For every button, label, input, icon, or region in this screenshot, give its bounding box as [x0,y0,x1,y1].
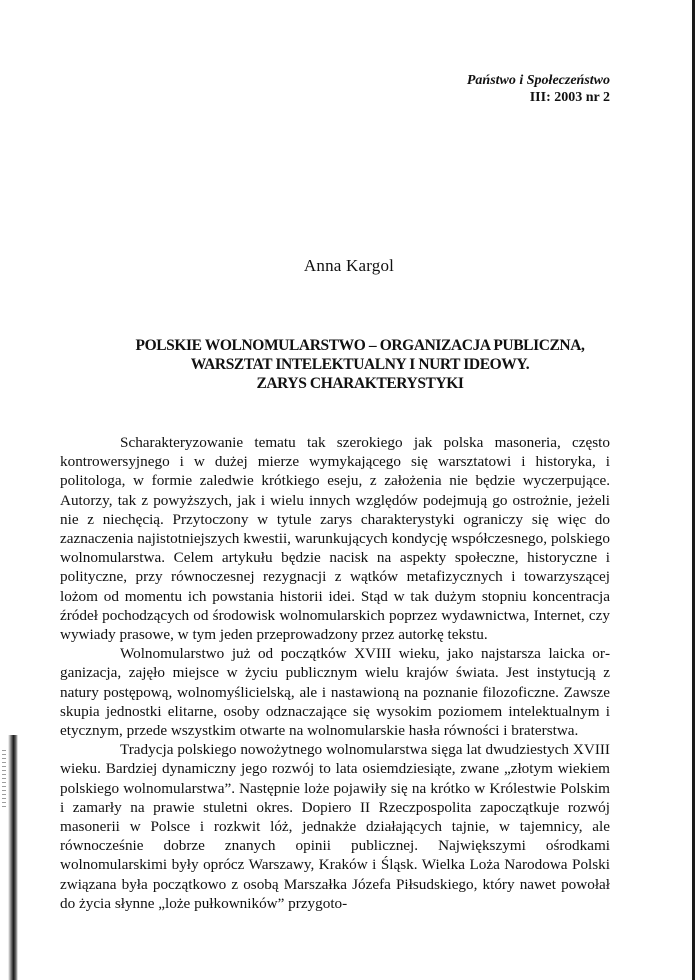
scan-binding-shadow-left [8,735,18,980]
title-line: POLSKIE WOLNOMULARSTWO – ORGANIZACJA PUBLICZNA, [135,337,585,354]
title-line: WARSZTAT INTELEKTUALNY I NURT IDEOWY. [190,356,530,373]
body-paragraph: Tradycja polskiego nowożytnego wolnomularstwa sięga lat dwudziestych XVIII wieku. Bardziej dynamiczny jego rozwój to lata osiemdziesiąte, zwane „złotym wiekiem polskiego wolnomularstwa”. Następnie loże pojawiły się na krótko w Królestwie Polskim i zamarły na prawie stuletni okres. Dopiero II Rzeczpospolita zapoczątkuje rozwój masonerii w Polsce i rozkwit lóż, jednakże działających tajnie, w tajemnicy, ale równocześnie dobrze znanych opinii publicznej. Największymi ośrodkami wolnomularskimi były oprócz Warszawy, Kraków i Śląsk. Wielka Loża Narodowa Polski związana była początkowo z osobą Marszałka Józefa Piłsudskiego, który nawet powołał do życia słynne „loże pułkowników” przygoto- [60,741,610,912]
body-paragraph: Scharakteryzowanie tematu tak szerokiego jak polska masoneria, często kontrowersyjnego i w dużej mierze wymykającego się warsztatowi i historyka, i politologa, w formie zaledwie krótkiego eseju, z założenia nie będzie wyczerpujące. Autorzy, tak z powyższych, jak i wielu innych względów podejmują go ostrożnie, jeżeli nie z niechęcią. Przytoczony w tytule zarys charakterystyki ograniczy się więc do zaznaczenia najistotniejszych kwestii, warunkujących kondycję współczesnego, polskiego wolnomularstwa. Celem artykułu będzie nacisk na aspekty społeczne, historyczne i polityczne, przy równoczesnej rezygnacji z wątków metafizycznych i towarzyszącej lożom od momentu ich powstania historii idei. Stąd w tak dużym stopniu koncentracja źródeł pochodzących od środowisk wolnomularskich poprzez wydawnictwa, Internet, czy wywiady prasowe, w tym jeden przeprowadzony przez autorkę tekstu. [60,434,610,644]
journal-name: Państwo i Społeczeństwo [466,73,610,88]
journal-header [467,72,610,106]
scan-edge-shadow-right [692,0,695,980]
article-body [60,433,610,913]
article-title [60,336,660,393]
journal-issue: III: 2003 nr 2 [529,90,610,105]
body-paragraph: Wolnomularstwo już od początków XVIII wieku, jako najstarsza laicka organizacja, zajęło miejsce w życiu publicznym wielu krajów świata. Jest instytucją z natury postępową, wolnomyślicielską, ale i nastawioną na poznanie filozoficzne. Zawsze skupia jednostki elitarne, osoby odznaczające się wysokim poziomem intelektualnym i etycznym, przede wszystkim otwarte na wolnomularskie hasła równości i braterstwa. [60,645,610,740]
scan-noise-left [2,750,6,810]
title-line: ZARYS CHARAKTERYSTYKI [256,375,464,392]
author-name: Anna Kargol [303,256,395,275]
